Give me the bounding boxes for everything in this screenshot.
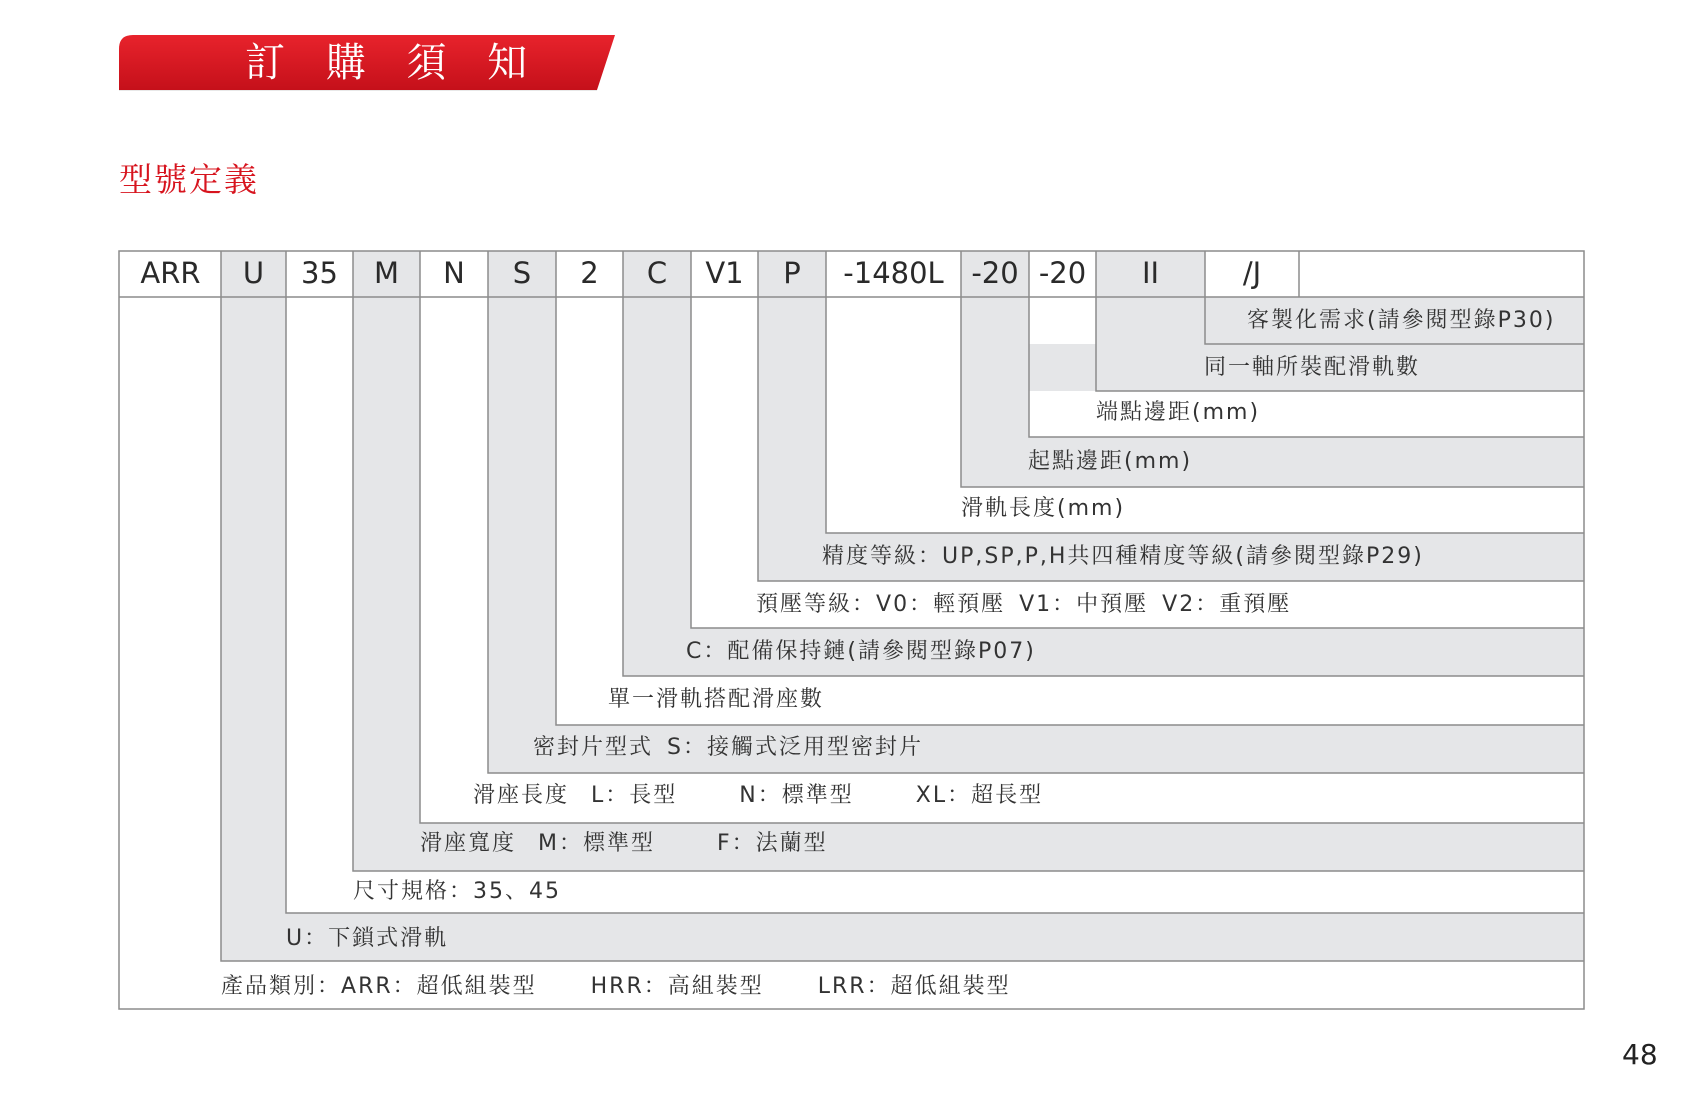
block-width-option: M：標準型: [538, 831, 655, 856]
section-title: 型號定義: [119, 160, 259, 199]
category-label: 產品類別：: [221, 974, 342, 999]
seal-label: 密封片型式: [533, 735, 654, 760]
banner-title: 訂 購 須 知: [245, 40, 542, 86]
block-length-option: N：標準型: [739, 783, 854, 808]
preload-option: V0：輕預壓: [876, 592, 1006, 617]
block-width-option: F：法蘭型: [717, 831, 828, 856]
seal-option: S：接觸式泛用型密封片: [667, 735, 923, 760]
block-length-label: 滑座長度: [473, 783, 570, 808]
desc-block-length: [473, 774, 1043, 818]
desc-precision: 精度等級：UP,SP,P,H共四種精度等級(請參閱型錄P29): [822, 544, 1424, 569]
page-number: 48: [1622, 1038, 1658, 1071]
preload-option: V1：中預壓: [1019, 592, 1149, 617]
code-block-width: M: [373, 256, 400, 290]
code-size: 35: [301, 256, 338, 290]
code-rails-per-axis: II: [1141, 256, 1160, 290]
code-end-pitch: -20: [1038, 256, 1087, 290]
desc-start-pitch: 起點邊距(mm): [1028, 449, 1193, 474]
desc-preload: [756, 583, 1291, 627]
category-option: HRR：高組裝型: [590, 974, 764, 999]
code-rail-length: -1480L: [843, 256, 944, 290]
code-rail-type: U: [242, 256, 265, 290]
block-width-label: 滑座寬度: [420, 831, 517, 856]
preload-label: 預壓等級：: [756, 592, 877, 617]
code-block-length: N: [443, 256, 465, 290]
category-option: LRR：超低組裝型: [817, 974, 1011, 999]
code-precision: P: [783, 256, 801, 290]
desc-blocks-per-rail: 單一滑軌搭配滑座數: [608, 687, 825, 712]
preload-option: V2：重預壓: [1162, 592, 1292, 617]
code-custom: /J: [1242, 256, 1262, 290]
desc-end-pitch: 端點邊距(mm): [1096, 400, 1261, 425]
desc-rail-length: 滑軌長度(mm): [961, 496, 1126, 521]
code-start-pitch: -20: [971, 256, 1019, 290]
desc-category: [221, 965, 1011, 1009]
desc-custom: 客製化需求(請參閱型錄P30): [1247, 308, 1556, 333]
code-series: ARR: [140, 256, 201, 290]
category-option: ARR：超低組裝型: [341, 974, 537, 999]
block-length-option: L：長型: [591, 783, 678, 808]
code-blocks-per-rail: 2: [580, 256, 599, 290]
block-length-option: XL：超長型: [915, 783, 1044, 808]
code-preload: V1: [705, 256, 744, 290]
desc-size: 尺寸規格：35、45: [353, 879, 561, 904]
desc-rails-per-axis: 同一軸所裝配滑軌數: [1204, 355, 1421, 380]
desc-seal: [533, 726, 923, 770]
desc-retainer: C：配備保持鏈(請參閱型錄P07): [686, 639, 1036, 664]
desc-rail-type: U：下鎖式滑軌: [286, 926, 449, 951]
code-seal: S: [512, 256, 532, 290]
desc-block-width: [420, 822, 828, 866]
code-retainer: C: [646, 256, 668, 290]
